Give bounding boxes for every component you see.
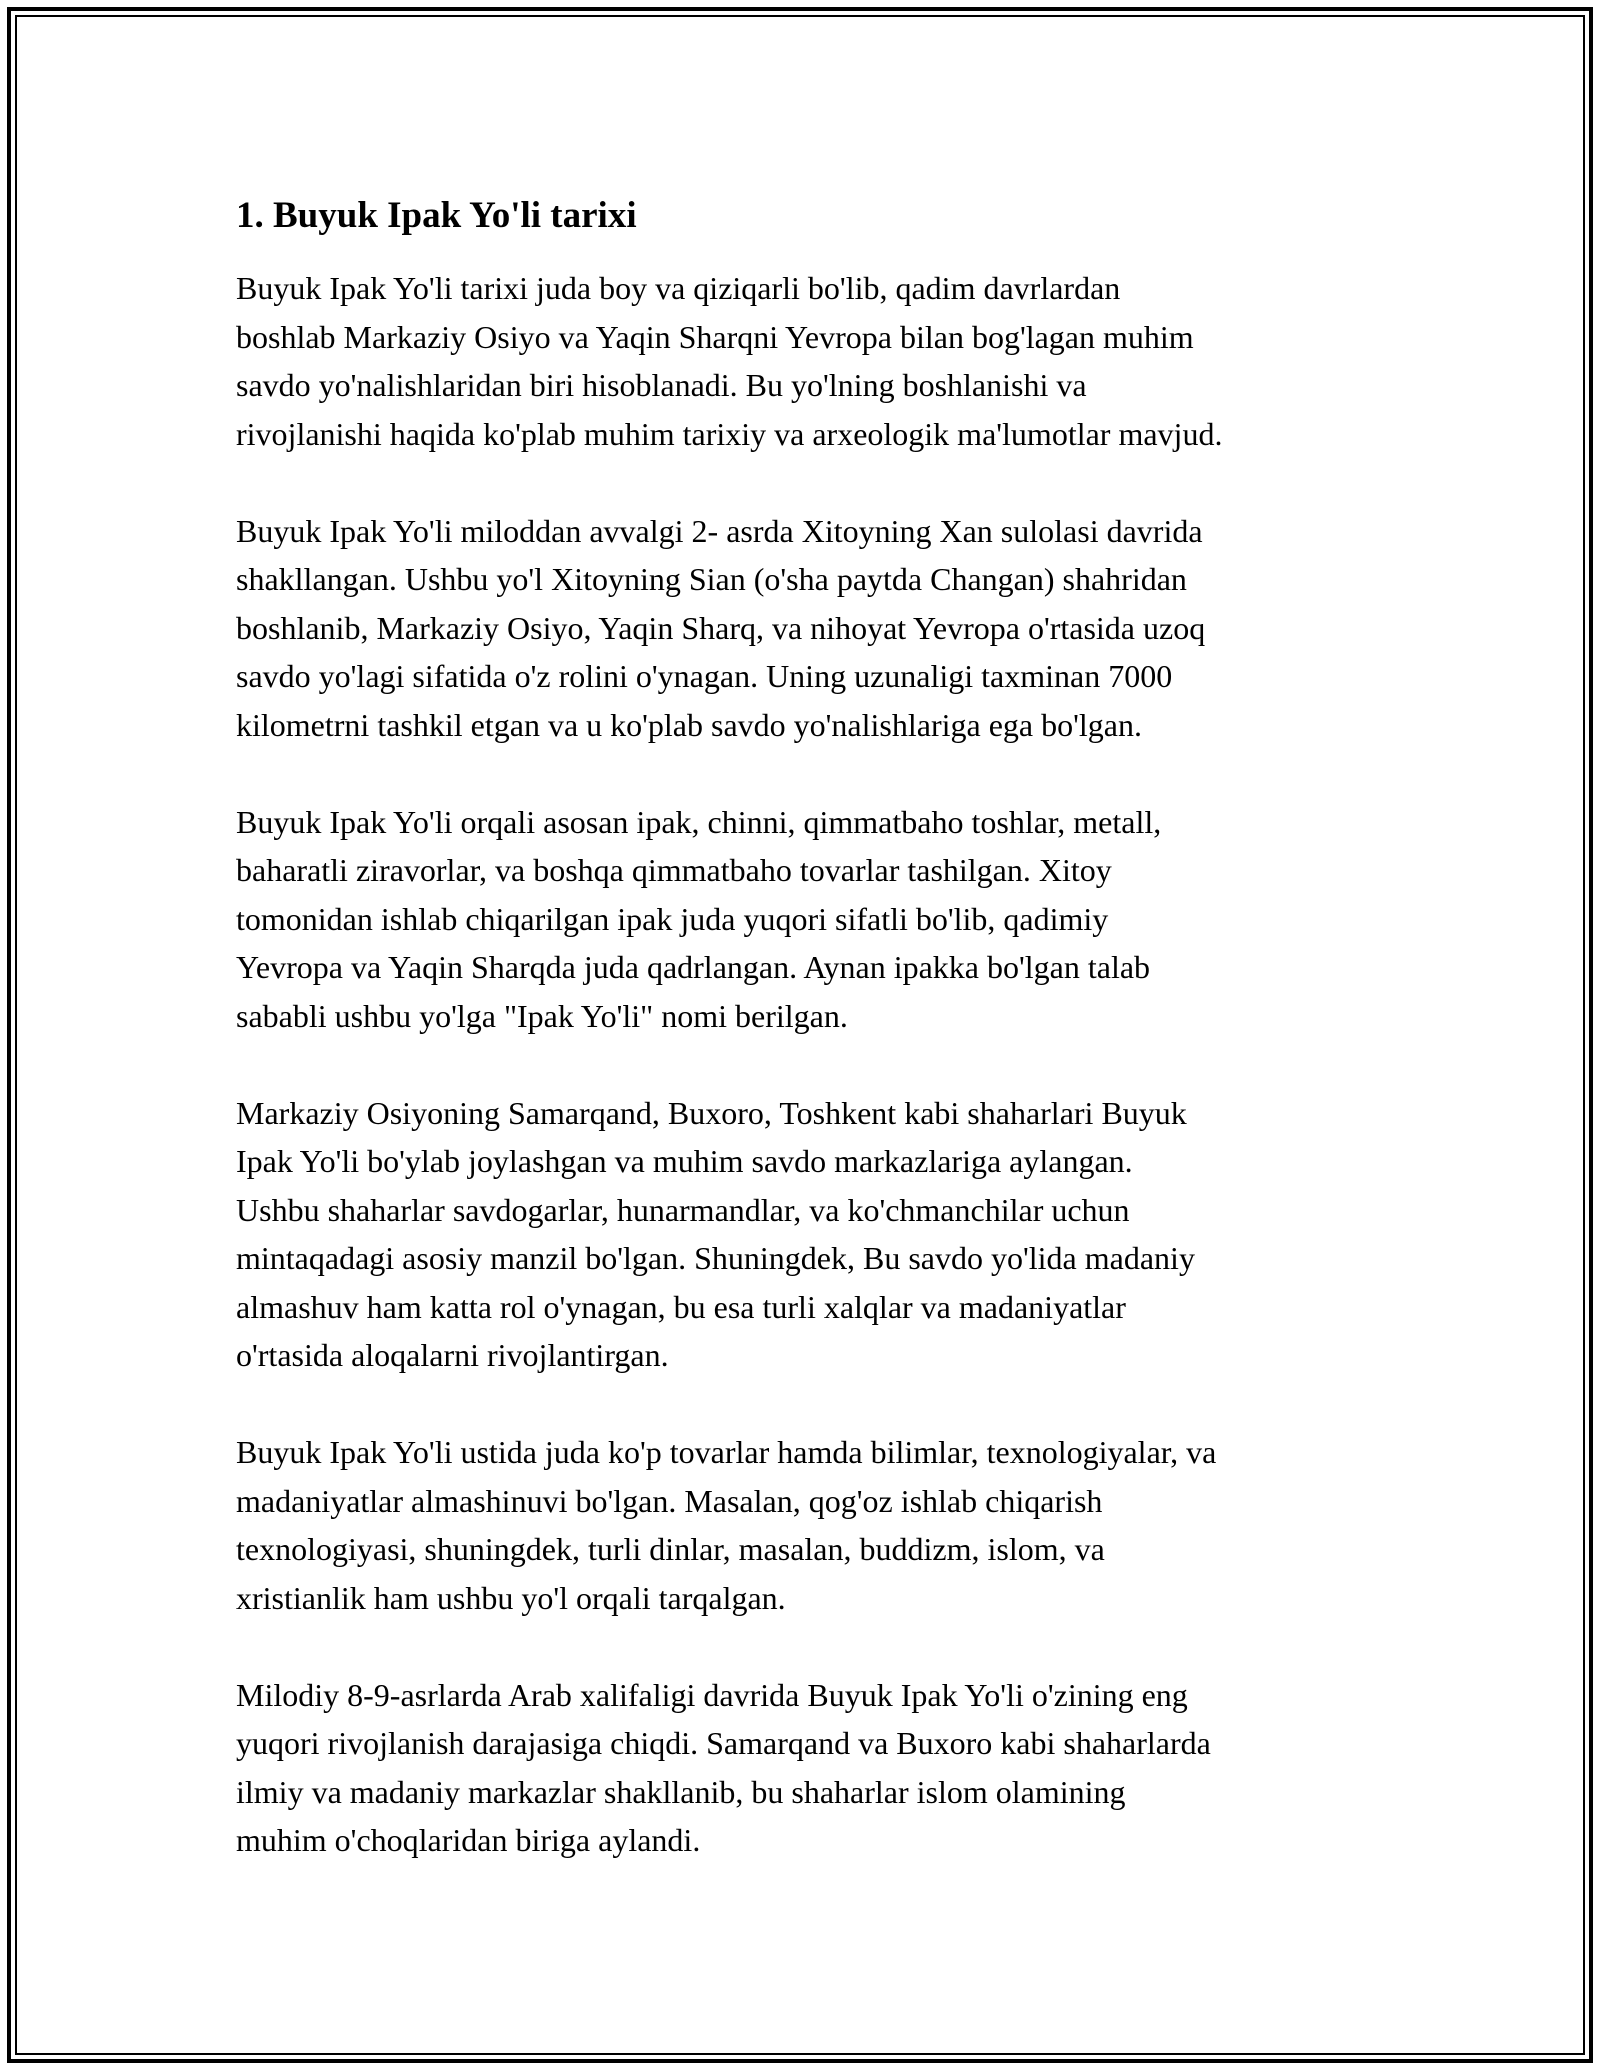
paragraph-1: Buyuk Ipak Yo'li tarixi juda boy va qiziqarli bo'lib, qadim davrlardan boshlab Markaziy Osiyo va Yaqin Sharqni Yevropa bilan bog'lagan muhim savdo yo'nalishlaridan biri hisoblanadi. Bu yo'lning boshlanishi va rivojlanishi haqida ko'plab muhim tarixiy va arxeologik ma'lumotlar mavjud.: [236, 270, 1223, 452]
paragraph-5: Buyuk Ipak Yo'li ustida juda ko'p tovarlar hamda bilimlar, texnologiyalar, va madaniyatlar almashinuvi bo'lgan. Masalan, qog'oz ishlab chiqarish texnologiyasi, shuningdek, turli dinlar, masalan, buddizm, islom, va xristianlik ham ushbu yo'l orqali tarqalgan.: [236, 1434, 1217, 1616]
paragraph-6: Milodiy 8-9-asrlarda Arab xalifaligi davrida Buyuk Ipak Yo'li o'zining eng yuqori rivojlanish darajasiga chiqdi. Samarqand va Buxoro kabi shaharlarda ilmiy va madaniy markazlar shakllanib, bu shaharlar islom olamining muhim o'choqlaridan biriga aylandi.: [236, 1676, 1211, 1858]
paragraph-3: Buyuk Ipak Yo'li orqali asosan ipak, chinni, qimmatbaho toshlar, metall, baharatli ziravorlar, va boshqa qimmatbaho tovarlar tashilgan. Xitoy tomonidan ishlab chiqarilgan ipak juda yuqori sifatli bo'lib, qadimiy Yevropa va Yaqin Sharqda juda qadrlangan. Aynan ipakka bo'lgan talab sababli ushbu yo'lga "Ipak Yo'li" nomi berilgan.: [236, 803, 1162, 1034]
document-body: [236, 180, 1396, 1913]
section-heading: 1. Buyuk Ipak Yo'li tarixi: [236, 195, 637, 236]
paragraph-2: Buyuk Ipak Yo'li miloddan avvalgi 2- asrda Xitoyning Xan sulolasi davrida shakllangan. Ushbu yo'l Xitoyning Sian (o'sha paytda Changan) shahridan boshlanib, Markaziy Osiyo, Yaqin Sharq, va nihoyat Yevropa o'rtasida uzoq savdo yo'lagi sifatida o'z rolini o'ynagan. Uning uzunaligi taxminan 7000 kilometrni tashkil etgan va u ko'plab savdo yo'nalishlariga ega bo'lgan.: [236, 512, 1206, 743]
paragraph-4: Markaziy Osiyoning Samarqand, Buxoro, Toshkent kabi shaharlari Buyuk Ipak Yo'li bo'ylab joylashgan va muhim savdo markazlariga aylangan. Ushbu shaharlar savdogarlar, hunarmandlar, va ko'chmanchilar uchun mintaqadagi asosiy manzil bo'lgan. Shuningdek, Bu savdo yo'lida madaniy almashuv ham katta rol o'ynagan, bu esa turli xalqlar va madaniyatlar o'rtasida aloqalarni rivojlantirgan.: [236, 1094, 1195, 1373]
